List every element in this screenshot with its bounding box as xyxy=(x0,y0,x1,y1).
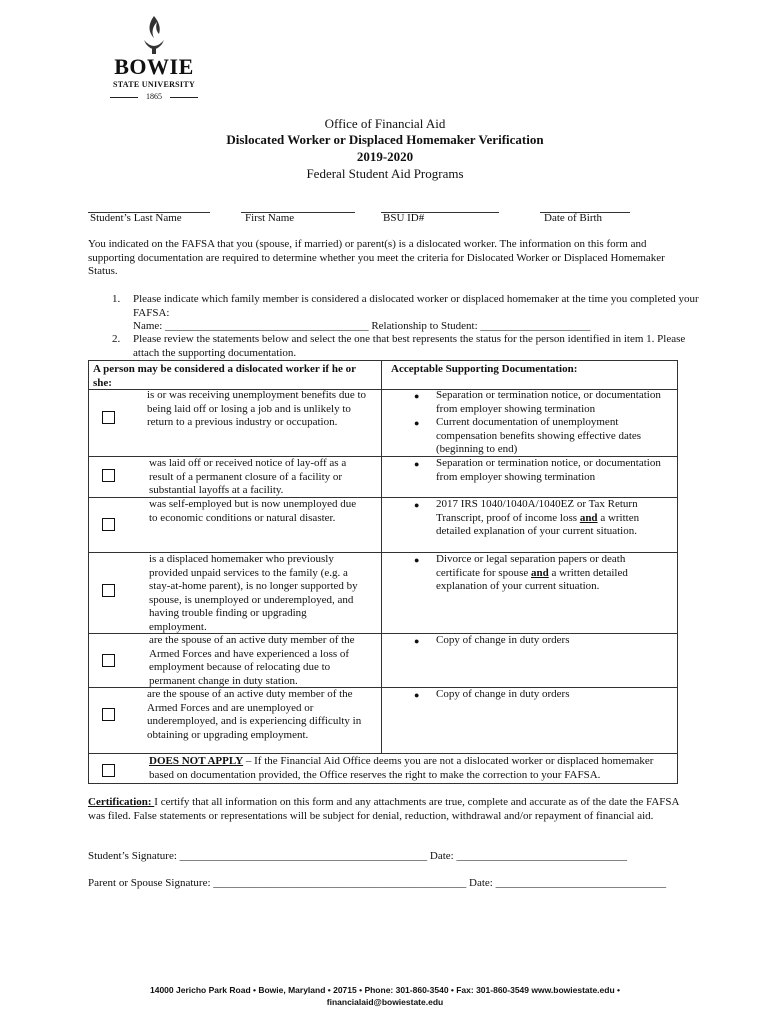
logo-rule-right xyxy=(170,97,198,98)
statement-layoff: was laid off or received notice of lay-off as a result of a permanent closure of a facility or substantial layoffs at a facility. xyxy=(149,457,347,496)
certification-text: I certify that all information on this form and any attachments are true, complete and accurate as of the date the FAFSA was filed. False statements or representations will be subject for denial, reduction, withdrawal and/or repayment of financial aid. xyxy=(88,796,679,822)
does-not-apply-description: – If the Financial Aid Office deems you are not a dislocated worker or displaced homemaker based on documentation provided, the Office reserves the right to make the correction to your FAFSA. xyxy=(149,755,654,781)
doc-divorce-papers xyxy=(436,553,672,594)
form-title: Dislocated Worker or Displaced Homemaker Verification xyxy=(226,132,544,147)
doc-separation-notice: Separation or termination notice, or documentation from employer showing termination xyxy=(436,389,661,415)
doc-tax-return-text-2: a written detailed explanation of your current situation. xyxy=(436,511,640,537)
checkbox-does-not-apply[interactable] xyxy=(102,764,115,777)
checkbox-displaced-homemaker[interactable] xyxy=(102,584,115,597)
program-name: Federal Student Aid Programs xyxy=(306,166,464,181)
checkbox-spouse-underemployed[interactable] xyxy=(102,708,115,721)
bullet: ● xyxy=(414,459,420,469)
footer-address: 14000 Jericho Park Road • Bowie, Maryland • 20715 • Phone: 301-860-3540 • Fax: 301-860-3549 www.bowiestate.edu • xyxy=(150,985,620,995)
statement-spouse-relocation: are the spouse of an active duty member of the Armed Forces and have experienced a loss of employment because of relocating due to permanent change in duty station. xyxy=(149,634,355,687)
logo-year: 1865 xyxy=(146,92,162,101)
bullet: ● xyxy=(414,555,420,565)
checkbox-layoff[interactable] xyxy=(102,469,115,482)
checkbox-spouse-relocation[interactable] xyxy=(102,654,115,667)
name-relationship-field[interactable]: Name: _____________________________________ Relationship to Student: ____________________ xyxy=(133,320,591,332)
table-column-divider xyxy=(381,361,382,753)
statement-self-employed: was self-employed but is now unemployed due to economic conditions or natural disaster. xyxy=(149,498,357,524)
university-logo xyxy=(104,14,204,104)
statement-unemployment: is or was receiving unemployment benefits due to being laid off or losing a job and is unlikely to return to a previous industry or occupation. xyxy=(147,389,367,428)
torch-icon xyxy=(104,14,204,56)
col1-header: A person may be considered a dislocated worker if he or she: xyxy=(93,363,356,389)
doc-duty-orders: Copy of change in duty orders xyxy=(436,688,570,700)
item1-text: Please indicate which family member is considered a dislocated worker or displaced homemaker at the time you completed your FAFSA: xyxy=(133,293,699,319)
logo-university: STATE UNIVERSITY xyxy=(112,80,196,89)
status-table xyxy=(88,360,678,784)
office-name: Office of Financial Aid xyxy=(324,116,446,131)
doc-divorce-text: Divorce or legal separation papers or death certificate for spouse xyxy=(436,553,626,579)
item2-number: 2. xyxy=(112,333,121,345)
statement-displaced-homemaker: is a displaced homemaker who previously provided unpaid services to the family (e.g. a stay-at-home parent), is no longer supported by spouse, is unemployed or underemployed, and having trouble finding or upgrading employment. xyxy=(149,553,358,633)
item1-number: 1. xyxy=(112,293,121,305)
doc-tax-return xyxy=(436,498,672,539)
bullet: ● xyxy=(414,391,420,401)
first-name-label: First Name xyxy=(245,212,295,224)
checkbox-self-employed[interactable] xyxy=(102,518,115,531)
parent-signature-field[interactable]: Parent or Spouse Signature: ______________________________________________ Date: _______________________________ xyxy=(88,877,667,889)
and-emphasis: and xyxy=(530,566,549,579)
and-emphasis: and xyxy=(579,511,598,524)
student-signature-field[interactable]: Student’s Signature: _____________________________________________ Date: _______________________________ xyxy=(88,850,627,862)
statement-spouse-underemployed: are the spouse of an active duty member of the Armed Forces and are unemployed or underemployed, and is experiencing difficulty in obtaining or upgrading employment. xyxy=(147,688,362,741)
item2-text: Please review the statements below and select the one that best represents the status for the person identified in item 1. Please attach the supporting documentation. xyxy=(133,333,686,359)
bullet: ● xyxy=(414,636,420,646)
bsu-id-label: BSU ID# xyxy=(383,212,425,224)
logo-wordmark: BOWIE xyxy=(114,54,194,79)
does-not-apply-label: DOES NOT APPLY xyxy=(149,755,244,767)
doc-divorce-text-2: a written detailed explanation of your current situation. xyxy=(436,566,628,592)
certification-label: Certification: xyxy=(88,796,155,808)
doc-tax-return-text: 2017 IRS 1040/1040A/1040EZ or Tax Return Transcript, proof of income loss xyxy=(436,498,638,524)
col2-header: Acceptable Supporting Documentation: xyxy=(391,363,578,375)
doc-unemployment-benefits: Current documentation of unemployment compensation benefits showing effective dates (beginning to end) xyxy=(436,416,642,455)
does-not-apply-text xyxy=(149,755,675,782)
dob-label: Date of Birth xyxy=(544,212,603,224)
table-row-rule xyxy=(89,753,677,754)
doc-duty-orders: Copy of change in duty orders xyxy=(436,634,570,646)
form-year: 2019-2020 xyxy=(356,149,414,164)
bullet: ● xyxy=(414,418,420,428)
bullet: ● xyxy=(414,500,420,510)
doc-separation-notice: Separation or termination notice, or documentation from employer showing termination xyxy=(436,457,661,483)
last-name-label: Student’s Last Name xyxy=(90,212,182,224)
footer-email: financialaid@bowiestate.edu xyxy=(326,997,444,1007)
certification-paragraph xyxy=(88,796,692,823)
checkbox-unemployment[interactable] xyxy=(102,411,115,424)
bullet: ● xyxy=(414,690,420,700)
intro-paragraph: You indicated on the FAFSA that you (spouse, if married) or parent(s) is a dislocated worker. The information on this form and supporting documentation are required to determine whether you meet the criteria for Dislocated Worker or Displaced Homemaker Status. xyxy=(88,238,665,277)
